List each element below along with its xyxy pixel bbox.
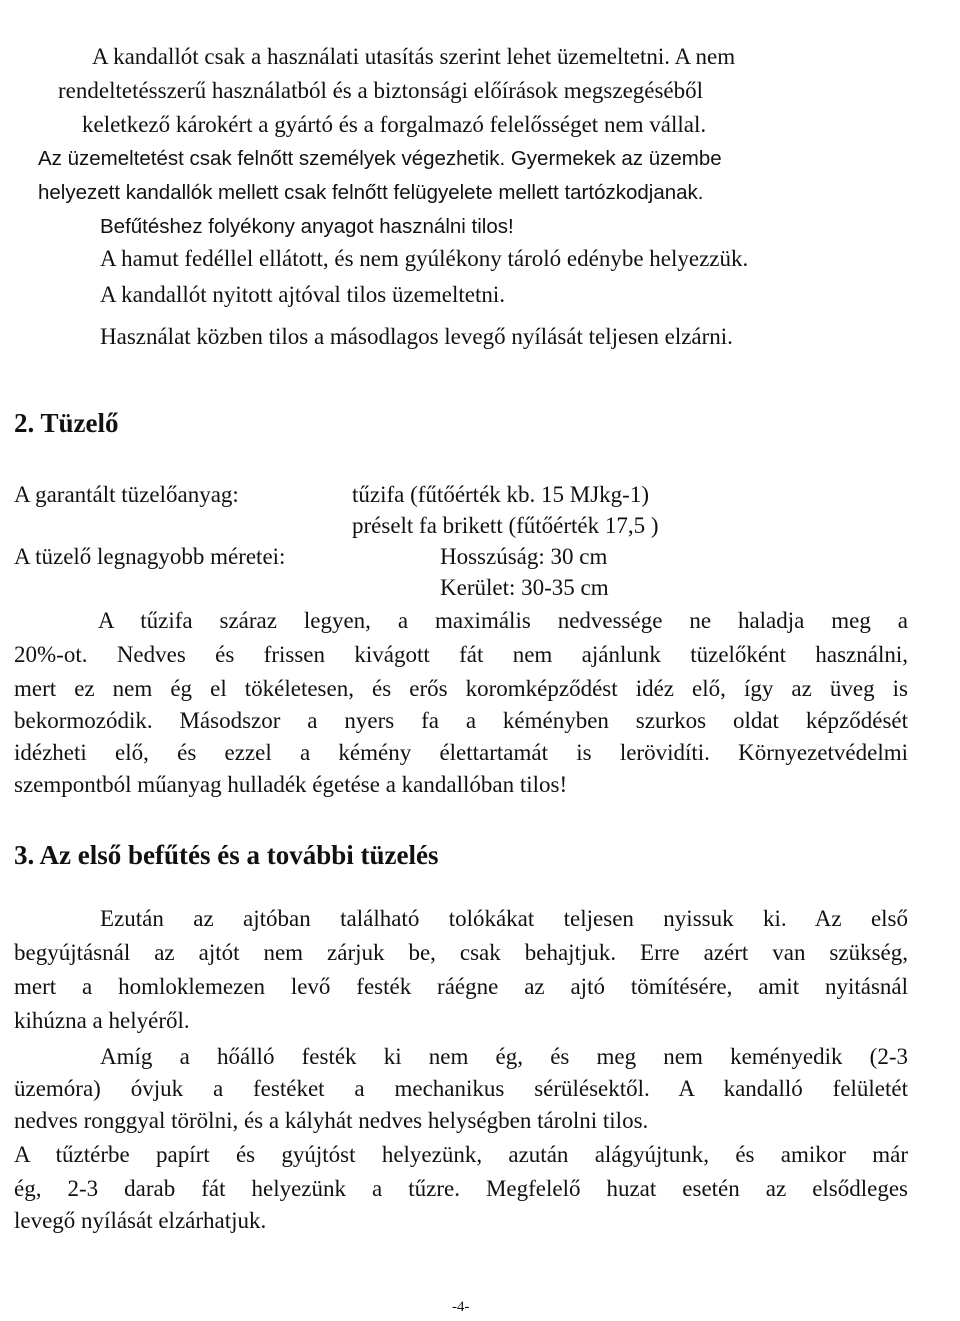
- paragraph-line: Amíg a hőálló festék ki nem ég, és meg nem keményedik (2-3: [100, 1044, 908, 1069]
- paragraph-line: idézheti elő, és ezzel a kémény élettartamát is lerövidíti. Környezetvédelmi: [14, 740, 908, 765]
- warning-line: Használat közben tilos a másodlagos levegő nyílását teljesen elzárni.: [100, 324, 733, 349]
- warning-line: Befűtéshez folyékony anyagot használni tilos!: [100, 215, 514, 238]
- page-number: -4-: [452, 1299, 470, 1315]
- warning-line: A hamut fedéllel ellátott, és nem gyúlékony tároló edénybe helyezzük.: [100, 246, 749, 271]
- paragraph-line: nedves ronggyal törölni, és a kályhát nedves helységben tárolni tilos.: [14, 1108, 649, 1133]
- warning-line: A kandallót nyitott ajtóval tilos üzemeltetni.: [100, 282, 505, 307]
- paragraph-line: mert ez nem ég el tökéletesen, és erős koromképződést idéz elő, így az üveg is: [14, 676, 908, 701]
- paragraph-line: bekormozódik. Másodszor a nyers fa a kéményben szurkos oldat képződését: [14, 708, 908, 733]
- paragraph-line: 20%-ot. Nedves és frissen kivágott fát nem ajánlunk tüzelőként használni,: [14, 642, 908, 667]
- size-length: Hosszúság: 30 cm: [440, 544, 608, 569]
- section-heading-first-firing: 3. Az első befűtés és a további tüzelés: [14, 840, 439, 870]
- paragraph-line: begyújtásnál az ajtót nem zárjuk be, csak behajtjuk. Erre azért van szükség,: [14, 940, 908, 965]
- fuel-label: A garantált tüzelőanyag:: [14, 482, 239, 507]
- warning-line: rendeltetésszerű használatból és a biztonsági előírások megszegéséből: [58, 78, 704, 103]
- paragraph-line: A tűztérbe papírt és gyújtóst helyezünk, azután alágyújtunk, és amikor már: [14, 1142, 908, 1167]
- paragraph-line: A tűzifa száraz legyen, a maximális nedvessége ne haladja meg a: [98, 608, 908, 633]
- fuel-value-briquette: préselt fa brikett (fűtőérték 17,5 ): [352, 513, 659, 538]
- paragraph-line: ég, 2-3 darab fát helyezünk a tűzre. Megfelelő huzat esetén az elsődleges: [14, 1176, 908, 1201]
- warning-line: Az üzemeltetést csak felnőtt személyek végezhetik. Gyermekek az üzembe: [38, 147, 722, 170]
- paragraph-line: levegő nyílását elzárhatjuk.: [14, 1208, 267, 1233]
- paragraph-line: Ezután az ajtóban található tolókákat teljesen nyissuk ki. Az első: [100, 906, 908, 931]
- warning-line: helyezett kandallók mellett csak felnőtt felügyelete mellett tartózkodjanak.: [38, 181, 704, 204]
- size-label: A tüzelő legnagyobb méretei:: [14, 544, 286, 569]
- paragraph-line: mert a homloklemezen levő festék ráégne az ajtó tömítésére, amit nyitásnál: [14, 974, 908, 999]
- fuel-value-firewood: tűzifa (fűtőérték kb. 15 MJkg-1): [352, 482, 650, 507]
- paragraph-line: kihúzna a helyéről.: [14, 1008, 190, 1033]
- size-circumference: Kerület: 30-35 cm: [440, 575, 609, 600]
- warning-line: A kandallót csak a használati utasítás szerint lehet üzemeltetni. A nem: [92, 44, 736, 69]
- section-heading-fuel: 2. Tüzelő: [14, 408, 119, 438]
- paragraph-line: üzemóra) óvjuk a festéket a mechanikus sérülésektől. A kandalló felületét: [14, 1076, 908, 1101]
- warning-line: keletkező károkért a gyártó és a forgalmazó felelősséget nem vállal.: [82, 112, 707, 137]
- paragraph-line: szempontból műanyag hulladék égetése a kandallóban tilos!: [14, 772, 568, 797]
